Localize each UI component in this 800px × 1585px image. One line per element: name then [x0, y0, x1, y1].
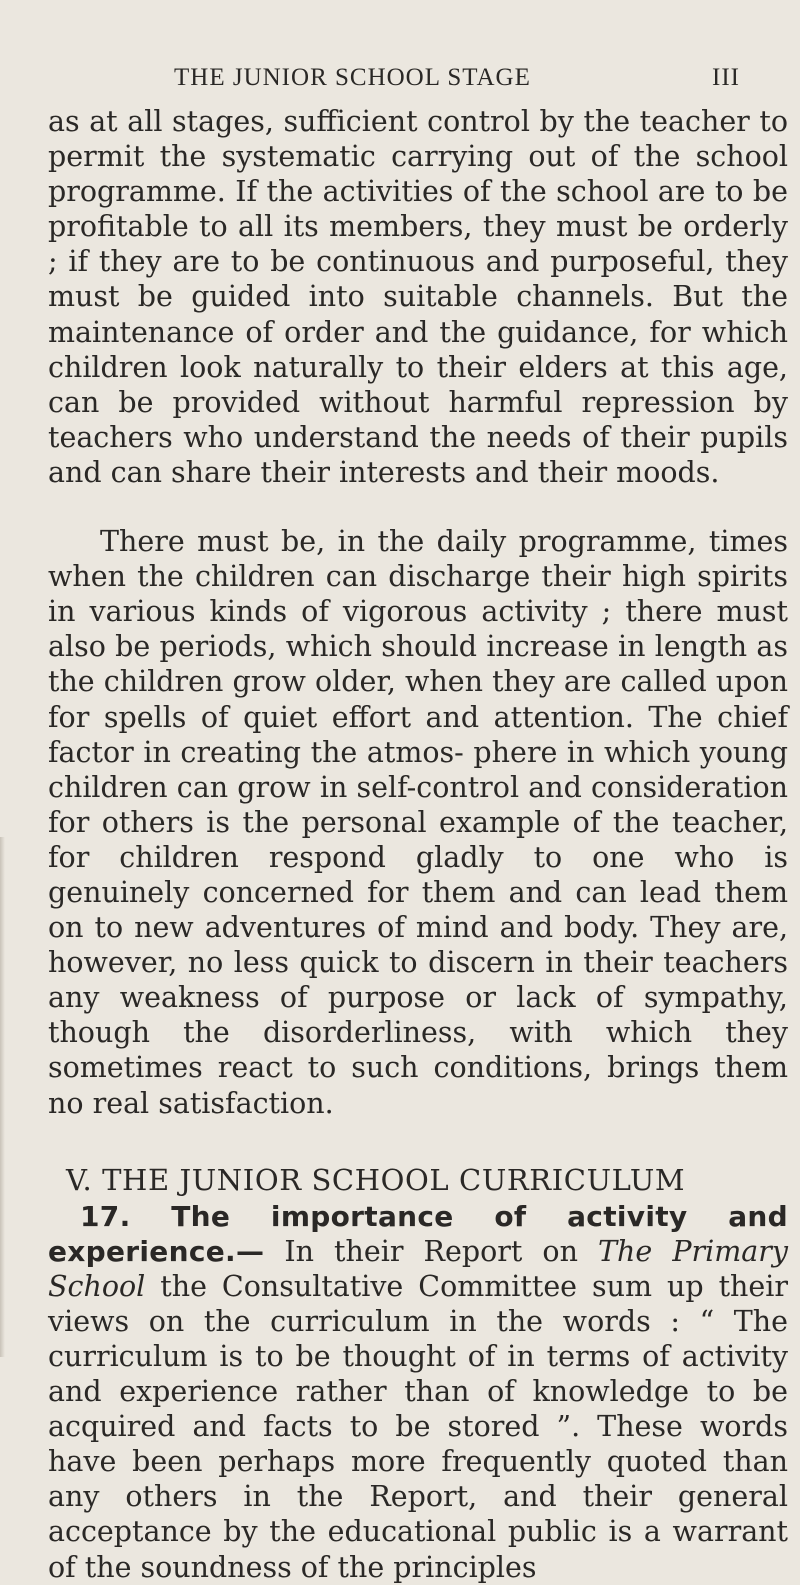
paragraph-1: as at all stages, sufficient control by the teacher to permit the systematic carrying out of the school programme. If the activities of the school are to be profitable to all its members, they must be orderly ; if they are to be continuous and purposeful, they must be guided into suitable channels. But the maintenance of order and the guidance, for which children look naturally to their elders at this age, can be provided without harmful repression by teachers who understand the needs of their pupils and can share their interests and their moods.: [48, 105, 788, 489]
section-paragraph: [48, 1199, 788, 1585]
page-number: III: [712, 64, 740, 91]
text-before-title: In their Report on: [284, 1234, 599, 1268]
paragraph-spacer: [48, 490, 788, 524]
paragraph-2: There must be, in the daily programme, times when the children can discharge their high spirits in various kinds of vigorous activity ; there must also be periods, which should increase in length as the children grow older, when they are called upon for spells of quiet effort and attention. The chief factor in creating the atmos- phere in which young children can grow in self-control and consideration for others is the personal example of the teacher, for children respond gladly to one who is genuinely concerned for them and can lead them on to new adventures of mind and body. They are, however, no less quick to discern in their teachers any weakness of purpose or lack of sympathy, though the disorderliness, with which they sometimes react to such conditions, brings them no real satisfaction.: [48, 525, 788, 1120]
section-heading: V. THE JUNIOR SCHOOL CURRICULUM: [66, 1162, 686, 1197]
page-edge-shadow: [0, 837, 5, 1357]
book-title: The Primary School: [48, 1234, 789, 1303]
running-title: THE JUNIOR SCHOOL STAGE: [174, 64, 531, 91]
body-text: [48, 104, 788, 1585]
section-subheading: 17. The importance of activity and experience.—: [48, 1199, 788, 1268]
text-after-title: the Consultative Committee sum up their views on the curriculum in the words : “ The curriculum is to be thought of in terms of activity and experience rather than of knowledge to be acquired and facts to be stored ”. These words have been perhaps more frequently quoted than any others in the Report, and their general acceptance by the educational public is a warrant of the soundness of the principles: [48, 1269, 788, 1584]
